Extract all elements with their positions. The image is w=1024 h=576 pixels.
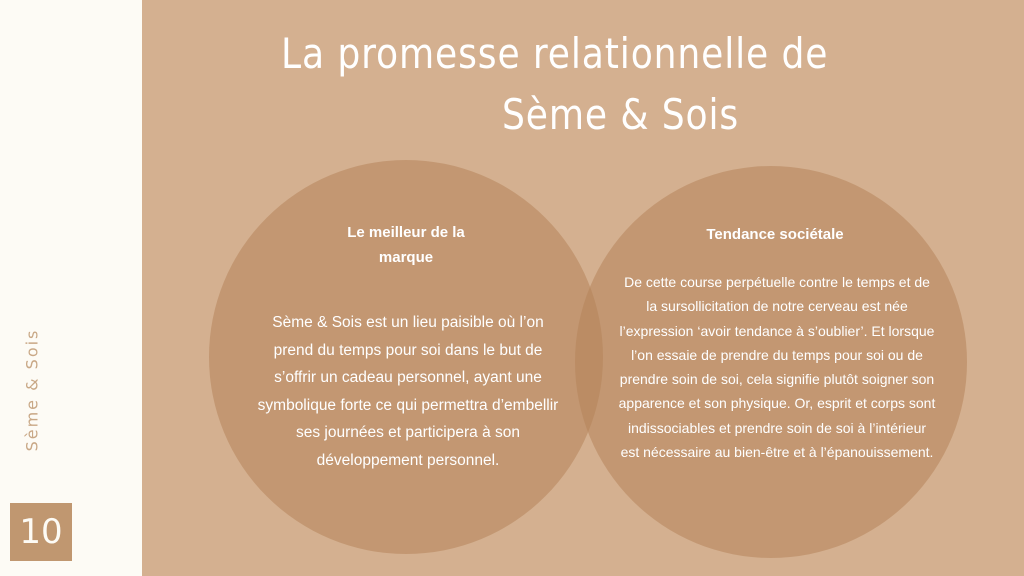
- left-circle-body: Sème & Sois est un lieu paisible où l’on prend du temps pour soi dans le but de s’offrir un cadeau personnel, ayant une symbolique forte ce qui permettra d’embellir ses journées et participera à son développement personnel.: [257, 314, 559, 469]
- brand-vertical-label: Sème & Sois: [22, 328, 42, 452]
- right-circle-heading: Tendance sociétale: [706, 226, 844, 243]
- page-number-badge: 10: [10, 503, 72, 561]
- right-circle-body: De cette course perpétuelle contre le temps et de la sursollicitation de notre cerveau est née l’expression ‘avoir tendance à s’oublier’. Et lorsque l’on essaie de prendre du temps pour soi ou de prendre soin de soi, cela signifie plutôt soigner son apparence et son physique. Or, esprit et corps sont indissociables et prendre soin de soi à l’intérieur est nécessaire au bien-être et à l’épanouissement.: [618, 274, 936, 461]
- slide-title-line-1: La promesse relationnelle de: [281, 29, 829, 78]
- slide-title-line-2: Sème & Sois: [502, 90, 740, 139]
- left-circle-heading: Le meilleur de la marque: [347, 224, 465, 266]
- sidebar: [0, 0, 142, 576]
